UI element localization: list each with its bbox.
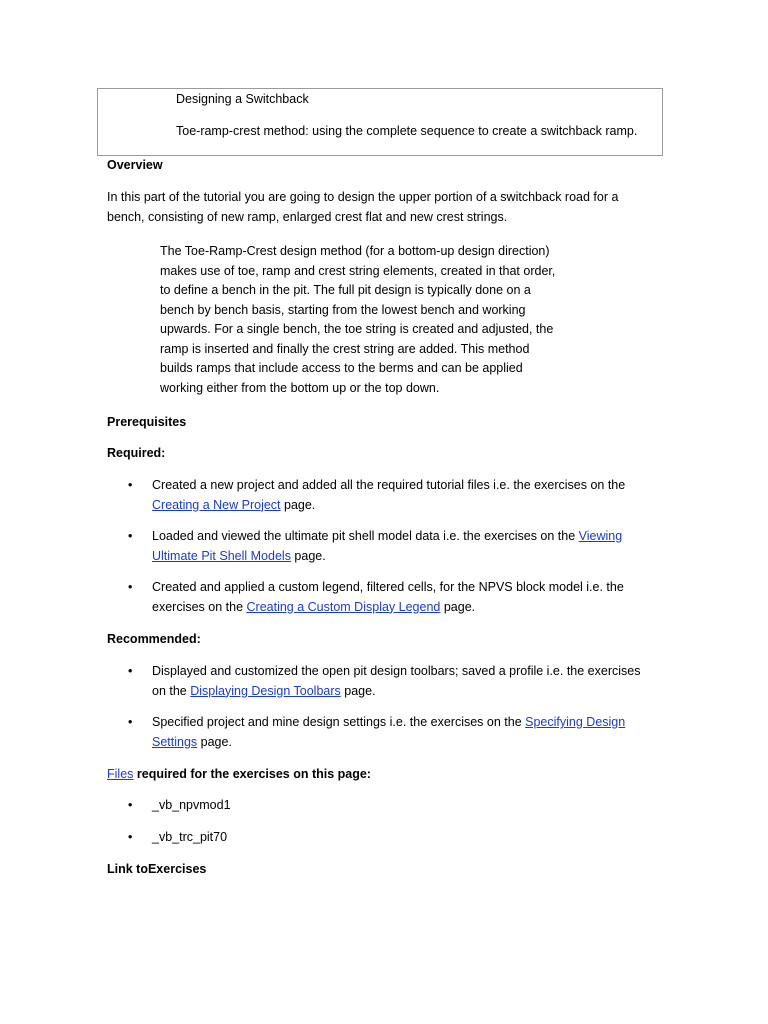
note-line: builds ramps that include access to the berms and can be applied (160, 361, 523, 375)
bullet-icon: • (128, 798, 133, 812)
link-to-exercises[interactable]: Link toExercises (107, 862, 207, 876)
bullet-icon: • (128, 715, 133, 729)
note-line: upwards. For a single bench, the toe string is created and adjusted, the (160, 322, 554, 336)
list-item-pre: Specified project and mine design settings i.e. the exercises on the (152, 715, 526, 729)
overview-intro: In this part of the tutorial you are going to design the upper portion of a switchback road for a bench, consisting of new ramp, enlarged crest flat and new crest strings. (107, 190, 619, 224)
bullet-icon: • (128, 830, 133, 844)
recommended-label: Recommended: (107, 632, 201, 646)
note-line: ramp is inserted and finally the crest string are added. This method (160, 341, 530, 356)
link-viewing-ultimate-pit-shell-models[interactable]: Viewing Ultimate Pit Shell Models (152, 529, 623, 563)
file-name: _vb_trc_pit70 (152, 830, 228, 844)
link-specifying-design-settings[interactable]: Specifying Design Settings (152, 715, 626, 749)
list-item-pre: Loaded and viewed the ultimate pit shell model data i.e. the exercises on the (152, 529, 579, 543)
list-item-text (152, 476, 652, 515)
overview-heading: Overview (107, 158, 163, 172)
list-item-post: page. (290, 548, 326, 563)
required-label: Required: (107, 446, 166, 460)
list-item-pre: Created a new project and added all the required tutorial files i.e. the exercises on the (152, 478, 626, 492)
bullet-icon: • (128, 664, 133, 678)
files-line (107, 765, 371, 785)
prerequisites-heading: Prerequisites (107, 415, 187, 429)
list-item-post: page. (440, 599, 476, 614)
files-text: required for the exercises on this page: (133, 767, 371, 781)
bullet-icon: • (128, 529, 133, 543)
bullet-icon: • (128, 478, 133, 492)
list-item-text (152, 578, 652, 617)
list-item-text (152, 527, 652, 566)
page-subtitle: Toe-ramp-crest method: using the complete sequence to create a switchback ramp. (176, 124, 638, 138)
link-creating-custom-display-legend[interactable]: Creating a Custom Display Legend (246, 599, 441, 614)
list-item-post: page. (280, 497, 316, 512)
page-title: Designing a Switchback (176, 92, 309, 106)
note-line: to define a bench in the pit. The full pit design is typically done on a (160, 283, 531, 297)
link-creating-new-project[interactable]: Creating a New Project (152, 497, 281, 512)
list-item-pre: Displayed and customized the open pit design toolbars; saved a profile i.e. the exercises on the (152, 664, 641, 698)
bullet-icon: • (128, 580, 133, 594)
note-line: The Toe-Ramp-Crest design method (for a bottom-up design direction) (160, 244, 550, 258)
title-box (97, 88, 663, 156)
note-line: working either from the bottom up or the top down. (160, 380, 440, 395)
list-item-pre: Created and applied a custom legend, filtered cells, for the NPVS block model i.e. the exercises on the (152, 580, 624, 614)
link-files[interactable]: Files (107, 767, 134, 781)
note-line: makes use of toe, ramp and crest string elements, created in that order, (160, 263, 556, 278)
list-item-text (152, 662, 652, 701)
link-displaying-design-toolbars[interactable]: Displaying Design Toolbars (190, 683, 341, 698)
list-item-post: page. (197, 734, 232, 749)
list-item-text (152, 713, 652, 752)
overview-note (160, 242, 570, 398)
note-line: bench by bench basis, starting from the lowest bench and working (160, 302, 526, 317)
list-item-post: page. (340, 683, 376, 698)
file-name: _vb_npvmod1 (152, 798, 231, 812)
